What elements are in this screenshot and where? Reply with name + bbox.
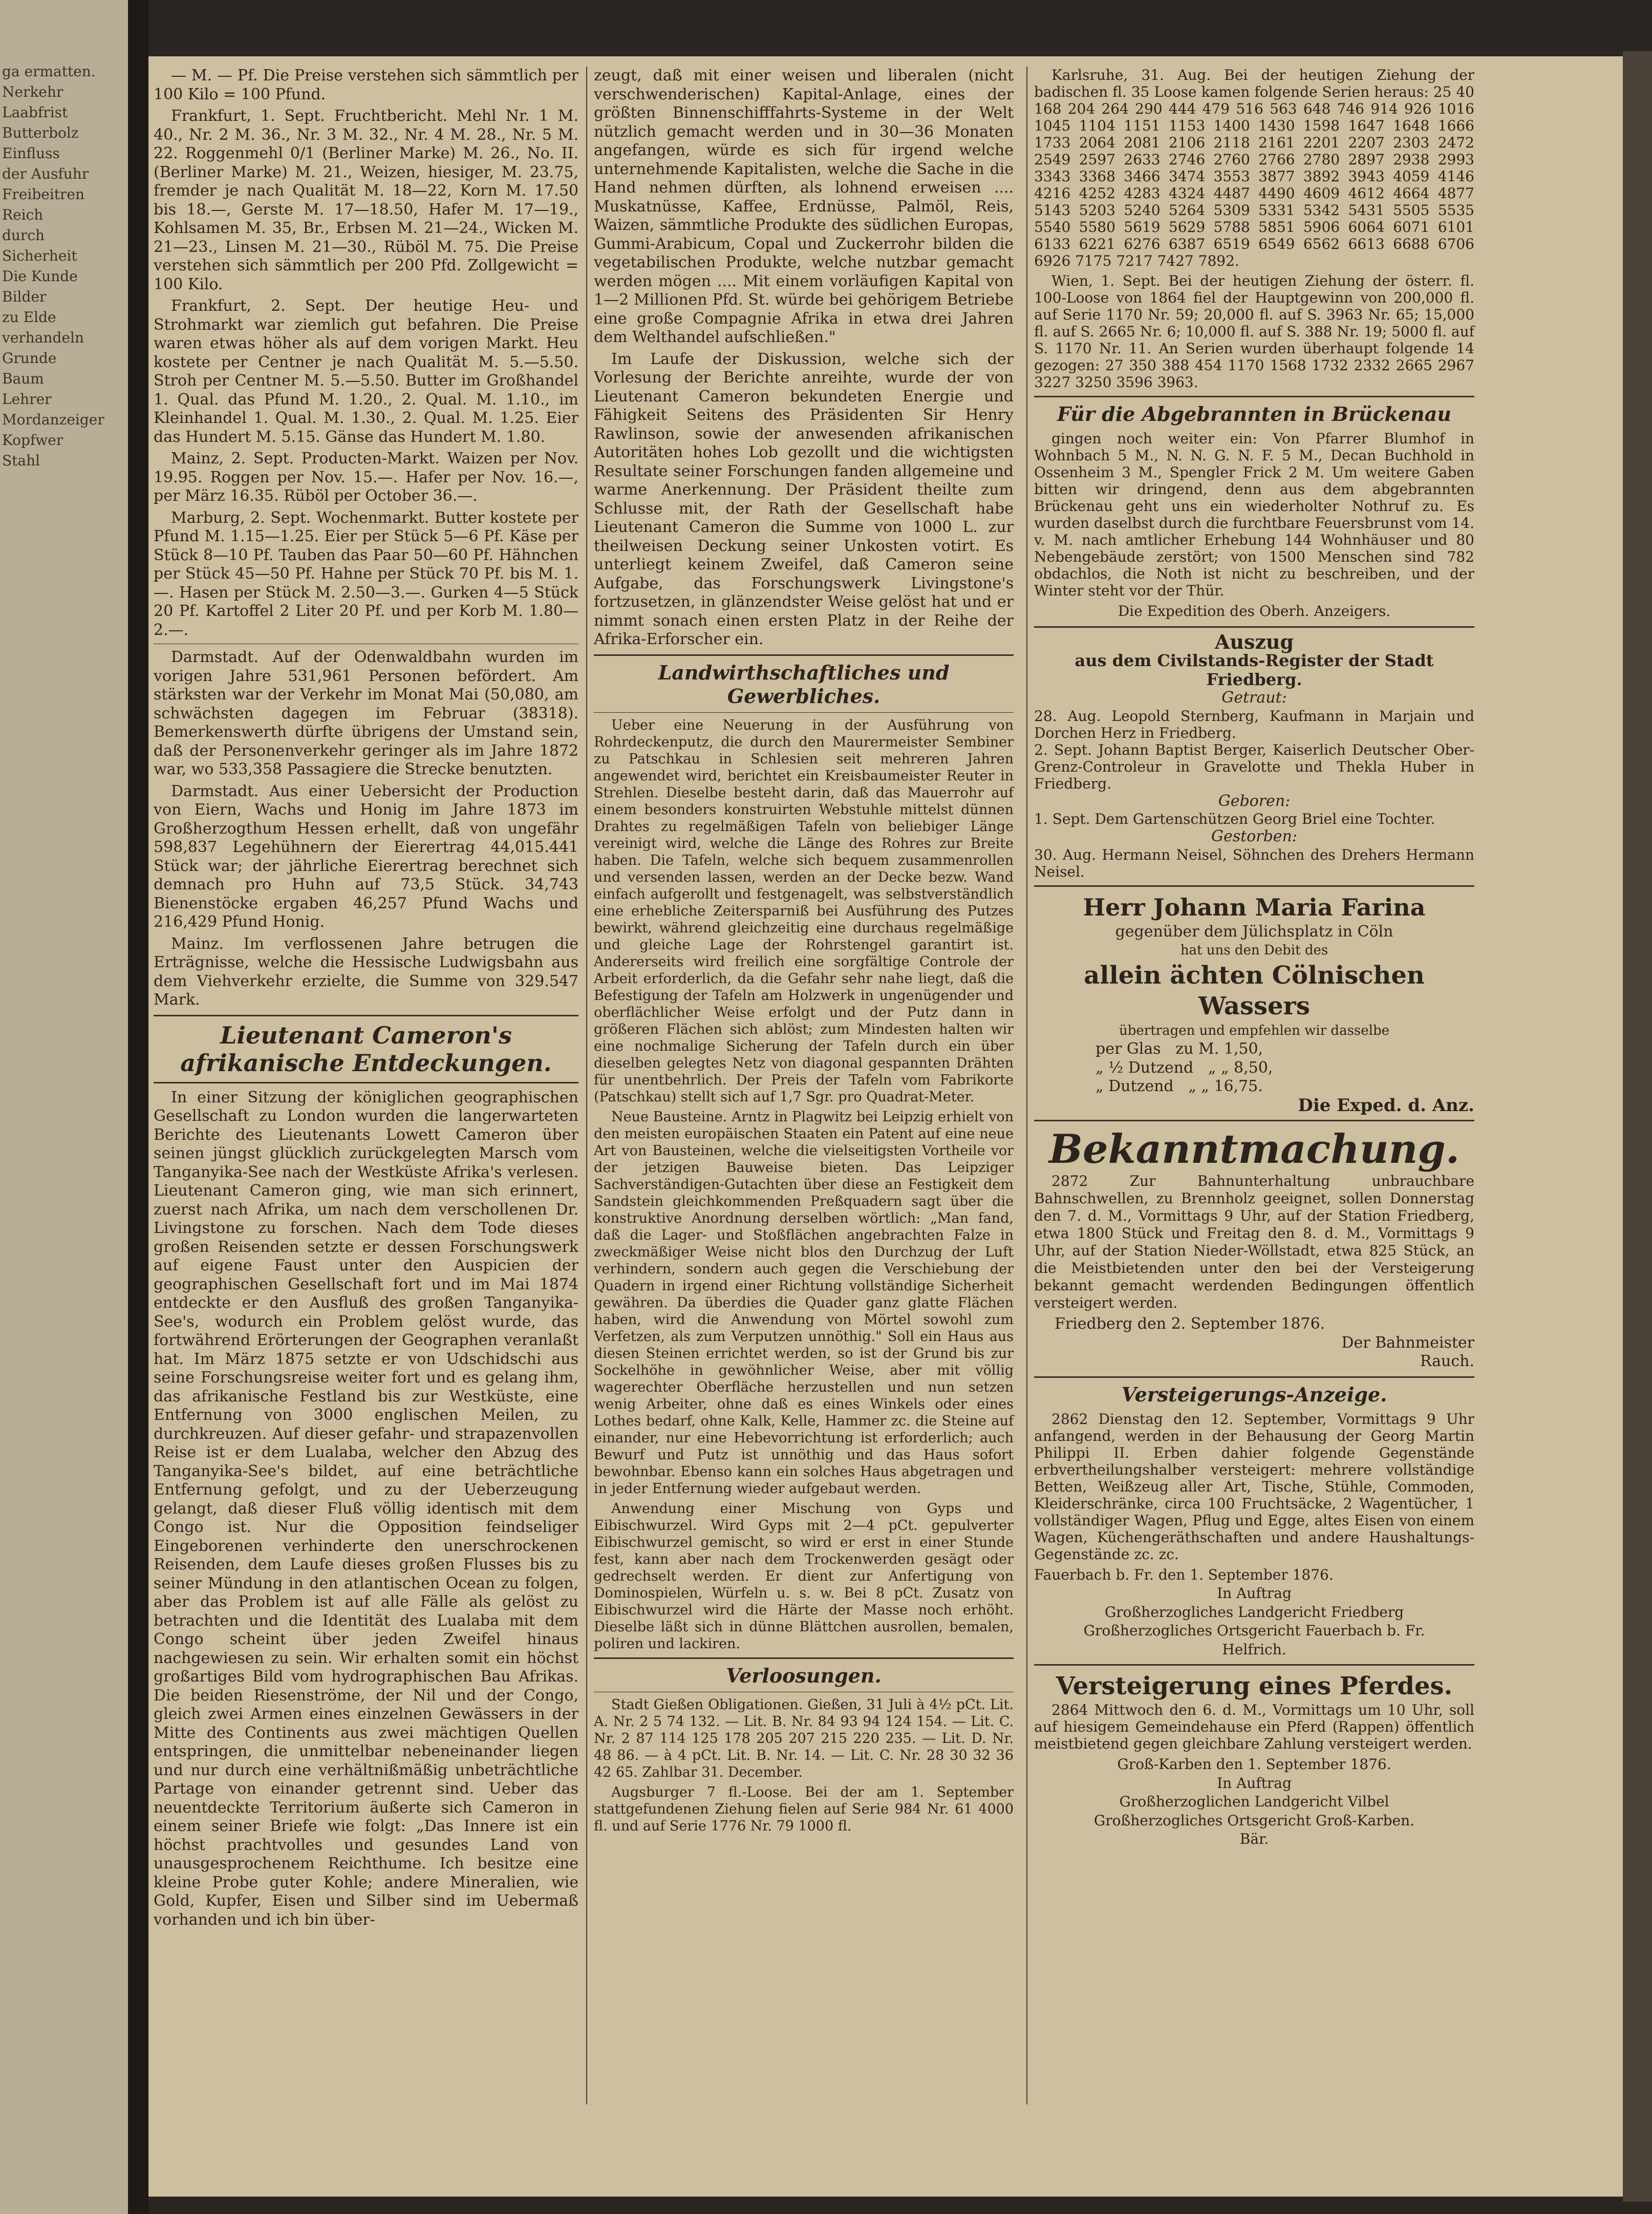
notice-date: Fauerbach b. Fr. den 1. September 1876. bbox=[1034, 1566, 1334, 1583]
page-edge bbox=[1623, 51, 1652, 2202]
lottery-results: Karlsruhe, 31. Aug. Bei der heutigen Ziehung der badischen fl. 35 Loose kamen folgende Serien heraus: 25 40 168 204 264 290 444 479 516 563 648 746 914 926 1016 1045 1104 1151 1153 1400 1430 1598 1647 1648 1666 1733 2064 2081 2106 2118 2161 2201 2207 2303 2472 2549 2597 2633 2746 2760 2766 2780 2897 2938 2993 3343 3368 3466 3474 3553 3877 3892 3943 4059 4146 4216 4252 4283 4324 4487 4490 4609 4612 4664 4877 5143 5203 5240 5264 5309 5331 5342 5431 5505 5535 5540 5580 5619 5629 5788 5851 5906 6064 6071 6101 6133 6221 6276 6387 6519 6549 6562 6613 6688 6706 6926 7175 7217 7427 7892. bbox=[1034, 67, 1474, 269]
fragment: Sicherheit bbox=[2, 247, 77, 264]
entry-date: 30. Aug. bbox=[1034, 846, 1097, 863]
entry-date: 2. Sept. bbox=[1034, 741, 1092, 758]
news-item: Darmstadt. Aus einer Uebersicht der Production von Eiern, Wachs und Honig im Jahre 1873 im Großherzogthum Hessen erhellt, daß von ungefähr 598,837 Legehühnern der Eierertrag 44,015.441 Stück war; der jährliche Eierertrag berechnet sich demnach pro Huhn auf 73,5 Stück. 34,743 Bienenstöcke ergaben 46,257 Pfund Wachs und 216,429 Pfund Honig. bbox=[154, 782, 578, 931]
entry-text: Hermann Neisel, Söhnchen des Drehers Hermann Neisel. bbox=[1034, 846, 1474, 880]
news-item: Darmstadt. Auf der Odenwaldbahn wurden im vorigen Jahre 531,961 Personen befördert. Am stärksten war der Verkehr im Monat Mai (50,080, am schwächsten dagegen im Februar (38318). Bemerkenswerth dürfte übrigens der Umstand sein, daß der Personenverkehr geringer als im Jahre 1872 war, wo 533,358 Passagiere die Strecke benutzten. bbox=[154, 648, 578, 778]
news-item: Mainz. Im verflossenen Jahre betrugen die Erträgnisse, welche die Hessische Ludwigsbahn aus dem Viehverkehr erzielte, die Summe von 329.547 Mark. bbox=[154, 934, 578, 1009]
fragment: Lehrer bbox=[2, 391, 52, 408]
notice-body: 2862 Dienstag den 12. September, Vormittags 9 Uhr anfangend, werden in der Behausung der Georg Martin Philippi II. Erben dahier folgende Gegenstände erbvertheilungshalber versteigert: mehrere vollständige Betten, Weißzeug aller Art, Tische, Stühle, Commoden, Kleiderschränke, circa 100 Fruchtsäcke, 2 Wagentücher, 1 vollständiger Wagen, Pflug und Egge, altes Eisen von einem Wagen, Küchengeräthschaften und andere Haushaltungs-Gegenstände zc. zc. bbox=[1034, 1410, 1474, 1563]
notice-signature: Rauch. bbox=[1420, 1352, 1474, 1370]
civil-entry bbox=[1034, 741, 1474, 792]
fragment: Freibeitren bbox=[2, 186, 85, 203]
fragment: Kopfwer bbox=[2, 432, 63, 449]
column-rule bbox=[586, 67, 587, 2104]
ad-line: übertragen und empfehlen wir dasselbe bbox=[1119, 1023, 1389, 1038]
fragment: Die Kunde bbox=[2, 268, 78, 285]
section-title: Landwirthschaftliches und Gewerbliches. bbox=[658, 661, 950, 708]
divider bbox=[594, 654, 1014, 656]
civil-heading: Gestorben: bbox=[1211, 827, 1297, 845]
lottery-results: Wien, 1. Sept. Bei der heutigen Ziehung der österr. fl. 100-Loose von 1864 fiel der Hauptgewinn von 200,000 fl. auf Serie 1170 Nr. 59; 20,000 fl. auf S. 3963 Nr. 65; 15,000 fl. auf S. 2665 Nr. 6; 10,000 fl. auf S. 388 Nr. 19; 5000 fl. auf S. 1170 Nr. 11. An Serien wurden überhaupt folgende 14 gezogen: 27 350 388 454 1170 1568 1732 2332 2665 2967 3227 3250 3596 3963. bbox=[1034, 272, 1474, 391]
notice-title: Versteigerungs-Anzeige. bbox=[1121, 1382, 1387, 1406]
price-row bbox=[1034, 1040, 1474, 1059]
notice-signature: Großherzogliches Ortsgericht Fauerbach b. Fr. bbox=[1083, 1622, 1425, 1639]
fragment: der Ausfuhr bbox=[2, 165, 89, 182]
civil-entry bbox=[1034, 811, 1474, 827]
fragment: ga ermatten. bbox=[2, 63, 96, 80]
fragment: Baum bbox=[2, 370, 44, 387]
fragment: zu Elde bbox=[2, 309, 56, 326]
entry-date: 1. Sept. bbox=[1034, 811, 1090, 827]
notice-body: 2864 Mittwoch den 6. d. M., Vormittags um 10 Uhr, soll auf hiesigem Gemeindehause ein Pferd (Rappen) öffentlich meistbietend gegen gleichbare Zahlung versteigert werden. bbox=[1034, 1701, 1474, 1752]
entry-date: 28. Aug. bbox=[1034, 707, 1101, 725]
notice-signature: Helfrich. bbox=[1222, 1641, 1286, 1658]
divider bbox=[1034, 1376, 1474, 1378]
section-subtitle: aus dem Civilstands-Register der Stadt Friedberg. bbox=[1075, 651, 1434, 689]
divider bbox=[594, 712, 1014, 713]
entry-text: Leopold Sternberg, Kaufmann in Marjain und Dorchen Herz in Friedberg. bbox=[1034, 707, 1475, 741]
market-report: — M. — Pf. Die Preise verstehen sich sämmtlich per 100 Kilo = 100 Pfund. bbox=[154, 67, 578, 103]
notice-signature: In Auftrag bbox=[1217, 1585, 1292, 1602]
fragment: Grunde bbox=[2, 350, 57, 367]
section-title: Für die Abgebrannten in Brückenau bbox=[1057, 402, 1452, 425]
price-row bbox=[1034, 1059, 1474, 1078]
ad-line: gegenüber dem Jülichsplatz in Cöln bbox=[1115, 922, 1393, 941]
article-body: zeugt, daß mit einer weisen und liberalen (nicht verschwenderischen) Kapital-Anlage, eines der größten Binnenschifffahrts-Systeme in der Welt nützlich gemacht werden und in 30—36 Monaten angefangen, würde es sich für irgend welche unternehmende Kapitalisten, welche die Sache in die Hand nehmen dürften, als lohnend erweisen .... Muskatnüsse, Kaffee, Erdnüsse, Palmöl, Reis, Waizen, sämmtliche Produkte des südlichen Europas, Gummi-Arabicum, Copal und Zuckerrohr bilden die vegetabilischen Produkte, welche nutzbar gemacht werden mögen .... Mit einem vorläufigen Kapital von 1—2 Millionen Pfd. St. würde bei gehörigem Betriebe eine große Compagnie Afrika in etwa drei Jahren dem Welthandel aufschließen." bbox=[594, 67, 1014, 346]
column-2 bbox=[594, 67, 1014, 1838]
notice-signature: Bär. bbox=[1239, 1830, 1269, 1847]
notice-body: 2872 Zur Bahnunterhaltung unbrauchbare Bahnschwellen, zu Brennholz geeignet, sollen Donnerstag den 7. d. M., Vormittags 9 Uhr, auf der Station Friedberg, etwa 1800 Stück und Freitag den 8. d. M., Vormittags 9 Uhr, auf der Station Nieder-Wöllstadt, etwa 825 Stück, an die Meistbietenden unter den bei der Versteigerung bekannt gemacht werdenden Bedingungen öffentlich versteigert werden. bbox=[1034, 1173, 1474, 1311]
notice-title: Versteigerung eines Pferdes. bbox=[1056, 1672, 1453, 1700]
article-body: In einer Sitzung der königlichen geographischen Gesellschaft zu London wurden die langerwarteten Berichte des Lieutenants Lowett Cameron über seinen jüngst glücklich zurückgelegten Marsch vom Tanganyika-See nach der Westküste Afrika's verlesen. Lieutenant Cameron ging, wie man sich erinnert, zuerst nach Afrika, um nach dem verschollenen Dr. Livingstone zu forschen. Nach dem Tode dieses großen Reisenden setzte er dessen Forschungswerk auf eigene Faust unter den Auspicien der geographischen Gesellschaft fort und im Mai 1874 entdeckte er den Ausfluß des großen Tanganyika-See's, wodurch ein Problem gelöst wurde, das fortwährend Erörterungen der Geographen veranlaßt hat. Im März 1875 setzte er von Udschidschi aus seine Forschungsreise weiter fort und es gelang ihm, das afrikanische Festland bis zur Westküste, eine Entfernung von 3000 englischen Meilen, zu durchkreuzen. Auf dieser gefahr- und strapazenvollen Reise ist er dem Lualaba, welcher den Abzug des Tanganyika-See's bildet, auf eine beträchtliche Entfernung gefolgt, und zu der Ueberzeugung gelangt, daß dieser Fluß völlig identisch mit dem Congo ist. Nur die Opposition feindseliger Eingeborenen verhinderte den unerschrockenen Reisenden, dem Laufe dieses großen Flusses bis zu seiner Mündung in den atlantischen Ocean zu folgen, aber das Problem ist auf alle Fälle als gelöst zu betrachten und die Identität des Lualaba mit dem Congo scheint über jeden Zweifel hinaus nachgewiesen zu sein. Wir erhalten somit ein höchst großartiges Bild vom hydrographischen Bau Afrikas. Die beiden Riesenströme, der Nil und der Congo, gleich zwei Armen eines einzelnen Gewässers in der Mitte des Continents aus zwei mächtigen Quellen entspringen, die unmittelbar nebeneinander liegen und nur durch eine verhältnißmäßig unbeträchtliche Partage von einander getrennt sind. Ueber das neuentdeckte Territorium äußerte sich Cameron in einem seiner Briefe wie folgt: „Das Innere ist ein höchst prachtvolles und gesundes Land von unausgesprochenem Reichthume. Ich besitze eine kleine Probe guter Kohle; andere Mineralien, wie Gold, Kupfer, Eisen und Silber sind im Uebermaß vorhanden und ich bin über- bbox=[154, 1088, 578, 1929]
divider bbox=[1034, 626, 1474, 628]
notice-signature: Großherzogliches Landgericht Friedberg bbox=[1104, 1603, 1404, 1621]
section-body: Neue Bausteine. Arntz in Plagwitz bei Leipzig erhielt von den meisten europäischen Staaten ein Patent auf eine neue Art von Bausteinen, welche die vielseitigsten Vortheile vor der jetzigen Bauweise bieten. Das Leipziger Sachverständigen-Gutachten über diese an Festigkeit dem Sandstein gleichkommenden Preßquadern sagt über die konstruktive Anordnung derselben wörtlich: „Man fand, daß die Lager- und Stoßflächen angebrachten Falze in zweckmäßiger Weise nicht blos den Durchzug der Luft verhindern, sondern auch gegen die Verschiebung der Quadern in irgend einer Richtung vollständige Sicherheit gewähren. Da überdies die Quader ganz glatte Flächen haben, wird die Anwendung von Mörtel sowohl zum Verfetzen, als zum Verputzen unnöthig." Soll ein Haus aus diesen Steinen errichtet werden, so ist der Grund bis zur Sockelhöhe in gewöhnlicher Weise, aber mit völlig wagerechter Oberfläche herzustellen und nun setzen wenig Arbeiter, ohne daß es eines Winkels oder eines Lothes bedarf, ohne Kalk, Kelle, Hammer zc. die Steine auf einander, nur eine Hebevorrichtung ist erforderlich; auch Bewurf und Putz ist unnöthig und das Haus sofort bewohnbar. Ebenso kann ein solches Haus abgetragen und in jeder Entfernung wieder aufgebaut werden. bbox=[594, 1109, 1014, 1497]
fragment: Stahl bbox=[2, 452, 40, 469]
column-rule bbox=[1026, 67, 1027, 2104]
ad-line: hat uns den Debit des bbox=[1180, 943, 1328, 958]
divider bbox=[154, 1082, 578, 1083]
section-body: gingen noch weiter ein: Von Pfarrer Blumhof in Wohnbach 5 M., N. N. G. N. F. 5 M., Decan Buchhold in Ossenheim 3 M., Spengler Frick 2 M. Um weitere Gaben bitten wir dringend, denn aus dem abgebrannten Brückenau geht uns ein wiederholter Nothruf zu. Es wurden daselbst durch die furchtbare Feuersbrunst vom 14. v. M. nach amtlicher Erhebung 144 Wohnhäuser und 80 Nebengebäude zerstört; von 1500 Menschen sind 782 obdachlos, die Noth ist nicht zu beschreiben, und der Winter steht vor der Thür. bbox=[1034, 430, 1474, 599]
column-3 bbox=[1034, 67, 1474, 1849]
divider bbox=[594, 1657, 1014, 1659]
section-body: Augsburger 7 fl.-Loose. Bei der am 1. September stattgefundenen Ziehung fielen auf Serie 984 Nr. 61 4000 fl. und auf Serie 1776 Nr. 79 1000 fl. bbox=[594, 1784, 1014, 1834]
fragment: Nerkehr bbox=[2, 83, 63, 100]
divider bbox=[154, 1015, 578, 1016]
price-value: „ „ 8,50, bbox=[1208, 1058, 1273, 1077]
price-label: „ Dutzend bbox=[1096, 1077, 1174, 1095]
price-value: „ „ 16,75. bbox=[1188, 1077, 1263, 1095]
fragment: Einfluss bbox=[2, 145, 60, 162]
section-body: Ueber eine Neuerung in der Ausführung von Rohrdeckenputz, die durch den Maurermeister Sembiner zu Patschkau in Schlesien seit mehreren Jahren angewendet wird, berichtet ein Kreisbaumeister Reuter in Strehlen. Dieselbe besteht darin, daß das Mauerrohr auf einem besonders konstruirten Webstuhle mittelst dünnen Drahtes zu regelmäßigen Tafeln von beliebiger Länge vereinigt wird, welche die Länge des Rohres zur Breite haben. Die Tafeln, welche sich bequem zusammenrollen und versenden lassen, werden an der Decke bezw. Wand einfach aufgerollt und festgenagelt, was selbstverständlich eine erhebliche Zeitersparniß bei Ausführung des Putzes bewirkt, während gleichzeitig eine durchaus regelmäßige und gleiche Lage der Rohrstengel garantirt ist. Andererseits wird freilich eine sorgfältige Controle der Arbeit erforderlich, da die Gefahr sehr nahe liegt, daß die Befestigung der Tafeln am Holzwerk in ungenügender und oberflächlicher Weise erfolgt und der Putz dann in größeren Flächen sich ablöst; zum Mindesten halten wir eine nochmalige Sicherung der Tafeln durch ein über dieselben gelegtes Netz von diagonal gespannten Drähten für unentbehrlich. Der Preis der Tafeln vom Fabrikorte (Patschkau) stellt sich auf 1,7 Sgr. pro Quadrat-Meter. bbox=[594, 717, 1014, 1105]
price-value: zu M. 1,50, bbox=[1175, 1040, 1263, 1058]
left-page-edge bbox=[0, 0, 128, 2214]
ad-title: Herr Johann Maria Farina bbox=[1083, 893, 1426, 921]
section-body: Stadt Gießen Obligationen. Gießen, 31 Juli à 4½ pCt. Lit. A. Nr. 2 5 74 132. — Lit. B. Nr. 84 93 94 124 154. — Lit. C. Nr. 2 87 114 125 178 205 207 215 220 235. — Lit. D. Nr. 48 86. — à 4 pCt. Lit. B. Nr. 14. — Lit. C. Nr. 28 30 32 36 42 65. Zahlbar 31. December. bbox=[594, 1696, 1014, 1780]
civil-heading: Getraut: bbox=[1221, 689, 1287, 707]
divider bbox=[1034, 1664, 1474, 1666]
book-gutter bbox=[128, 0, 148, 2214]
market-report: Frankfurt, 2. Sept. Der heutige Heu- und Strohmarkt war ziemlich gut befahren. Die Preise waren etwas höher als auf dem vorigen Markt. Heu kostete per Centner je nach Qualität M. 5.—5.50. Stroh per Centner M. 5.—5.50. Butter im Großhandel 1. Qual. das Pfund M. 1.20., 2. Qual. M. 1.10., im Kleinhandel 1. Qual. M. 1.30., 2. Qual. M. 1.25. Eier das Hundert M. 5.15. Gänse das Hundert M. 1.80. bbox=[154, 297, 578, 446]
civil-entry bbox=[1034, 846, 1474, 880]
notice-date: Groß-Karben den 1. September 1876. bbox=[1117, 1756, 1391, 1773]
section-title: Verloosungen. bbox=[726, 1664, 882, 1687]
notice-signature: Großherzogliches Ortsgericht Groß-Karben. bbox=[1093, 1812, 1415, 1829]
market-report: Mainz, 2. Sept. Producten-Markt. Waizen per Nov. 19.95. Roggen per Nov. 15.—. Hafer per Nov. 16.—, per März 16.35. Rüböl per October 36.—. bbox=[154, 450, 578, 505]
notice-title: Bekanntmachung. bbox=[1049, 1126, 1460, 1173]
fragment: Laabfrist bbox=[2, 104, 68, 121]
article-body: Im Laufe der Diskussion, welche sich der Vorlesung der Berichte anreihte, wurde der von Lieutenant Cameron bekundeten Energie und Fähigkeit Seitens des Präsidenten Sir Henry Rawlinson, sowie der anwesenden afrikanischen Autoritäten hohes Lob gezollt und die wichtigsten Resultate seiner Forschungen fanden allgemeine und warme Anerkennung. Der Präsident theilte zum Schlusse mit, der Rath der Gesellschaft habe Lieutenant Cameron die Summe von 1000 L. zur theilweisen Deckung seiner Unkosten votirt. Es unterliegt keinem Zweifel, daß Cameron seine Aufgabe, das Forschungswerk Livingstone's fortzusetzen, in glänzendster Weise gelöst hat und er nimmt sonach einen ersten Platz in der Reihe der Afrika-Erforscher ein. bbox=[594, 350, 1014, 648]
entry-text: Johann Baptist Berger, Kaiserlich Deutscher Ober-Grenz-Controleur in Gravelotte und Thekla Huber in Friedberg. bbox=[1034, 741, 1474, 792]
notice-signature: Großherzoglichen Landgericht Vilbel bbox=[1119, 1793, 1389, 1810]
market-report: Frankfurt, 1. Sept. Fruchtbericht. Mehl Nr. 1 M. 40., Nr. 2 M. 36., Nr. 3 M. 32., Nr. 4 M. 28., Nr. 5 M. 22. Roggenmehl 0/1 (Berliner Marke) M. 26., No. II. (Berliner Marke) M. 21., Weizen, hiesiger, M. 23.75, fremder je nach Qualität M. 18—22, Korn M. 17.50 bis 18.—, Gerste M. 17—18.50, Hafer M. 17—19., Kohlsamen M. 35, Br., Erbsen M. 21—24., Wicken M. 21—23., Linsen M. 21—30., Rüböl M. 75. Die Preise verstehen sich sämmtlich per 200 Pfd. Zollgewicht = 100 Kilo. bbox=[154, 107, 578, 293]
notice-signature: In Auftrag bbox=[1217, 1774, 1292, 1792]
left-page-fragments bbox=[2, 61, 125, 471]
fragment: durch bbox=[2, 227, 45, 244]
fragment: Mordanzeiger bbox=[2, 411, 104, 428]
fragment: verhandeln bbox=[2, 329, 84, 346]
price-label: „ ½ Dutzend bbox=[1096, 1058, 1194, 1077]
ad-product: allein ächten Cölnischen Wassers bbox=[1084, 961, 1425, 1020]
price-label: per Glas bbox=[1096, 1040, 1161, 1058]
divider bbox=[1034, 1120, 1474, 1121]
fragment: Reich bbox=[2, 206, 44, 223]
civil-entry bbox=[1034, 708, 1474, 741]
entry-text: Dem Gartenschützen Georg Briel eine Tochter. bbox=[1095, 811, 1435, 827]
notice-date: Friedberg den 2. September 1876. bbox=[1055, 1315, 1325, 1333]
market-report: Marburg, 2. Sept. Wochenmarkt. Butter kostete per Pfund M. 1.15—1.25. Eier per Stück 5—6 Pf. Käse per Stück 8—10 Pf. Tauben das Paar 50—60 Pf. Hähnchen per Stück 45—50 Pf. Hahne per Stück 70 Pf. bis M. 1.—. Hasen per Stück M. 2.50—3.—. Gurken 4—5 Stück 20 Pf. Kartoffel 2 Liter 20 Pf. und per Korb M. 1.80—2.—. bbox=[154, 508, 578, 639]
notice-signature: Der Bahnmeister bbox=[1341, 1333, 1474, 1352]
section-title: Auszug bbox=[1214, 630, 1294, 653]
section-body: Anwendung einer Mischung von Gyps und Eibischwurzel. Wird Gyps mit 2—4 pCt. gepulverter Eibischwurzel gemischt, so wird er erst in einer Stunde fest, kann aber nach dem Trockenwerden gesägt oder gedrechselt werden. Er dient zur Anfertigung von Dominospielen, Würfeln u. s. w. Bei 8 pCt. Zusatz von Eibischwurzel wird die Härte der Masse noch erhöht. Dieselbe läßt sich in dünne Blättchen ausrollen, bemalen, poliren und lackiren. bbox=[594, 1500, 1014, 1652]
signature: Die Expedition des Oberh. Anzeigers. bbox=[1118, 603, 1391, 620]
ad-signature: Die Exped. d. Anz. bbox=[1298, 1095, 1474, 1116]
article-title: Lieutenant Cameron's afrikanische Entdeckungen. bbox=[180, 1021, 552, 1077]
divider bbox=[1034, 885, 1474, 887]
civil-heading: Geboren: bbox=[1218, 792, 1291, 810]
fragment: Butterbolz bbox=[2, 124, 79, 141]
fragment: Bilder bbox=[2, 288, 47, 305]
price-row bbox=[1034, 1077, 1474, 1096]
column-1 bbox=[154, 67, 578, 1932]
divider bbox=[1034, 396, 1474, 397]
